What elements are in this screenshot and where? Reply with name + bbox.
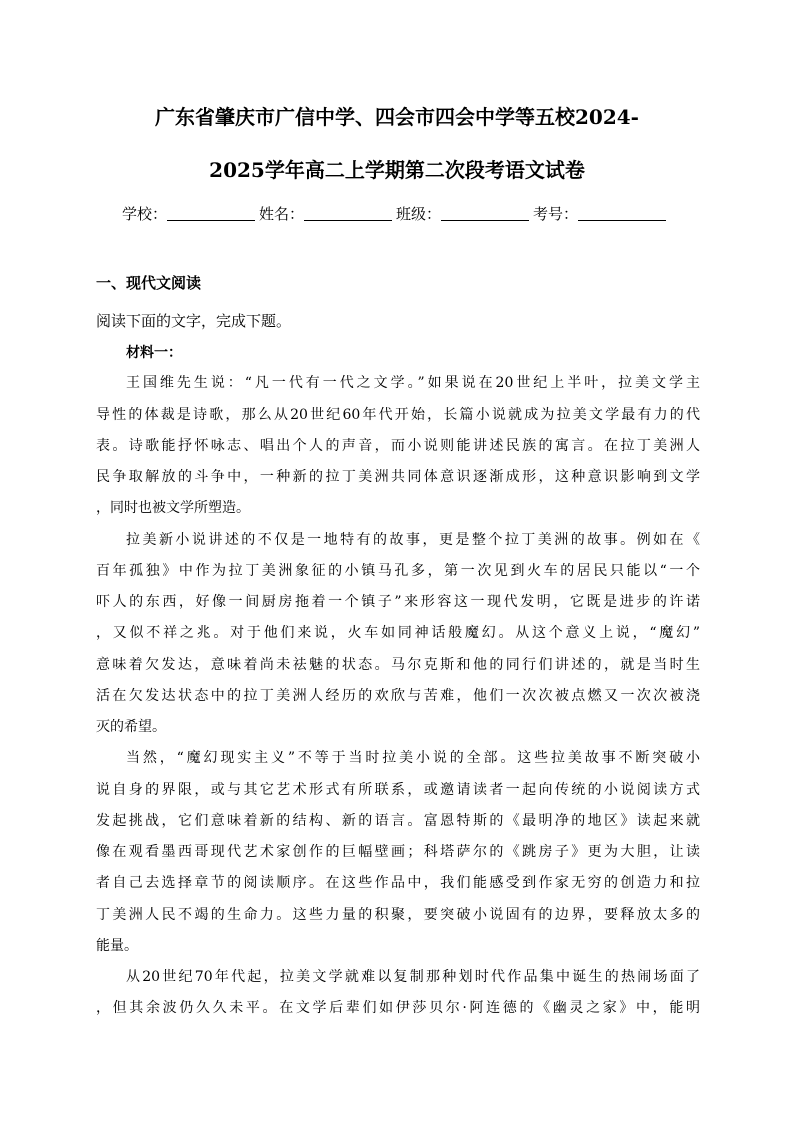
body-line: 灭的希望。 <box>96 719 166 735</box>
body-line: 拉美新小说讲述的不仅是一地特有的故事，更是整个拉丁美洲的故事。例如在《 <box>126 532 700 548</box>
exam-number-label: 考号： <box>533 205 579 223</box>
body-line: 百年孤独》中作为拉丁美洲象征的小镇马孔多，第一次见到火车的居民只能以“一个 <box>96 563 700 579</box>
body-line: 像在观看墨西哥现代艺术家创作的巨幅壁画；科塔萨尔的《跳房子》更为大胆，让读 <box>96 844 700 860</box>
body-line: 说自身的界限，或与其它艺术形式有所联系，或邀请读者一起向传统的小说阅读方式 <box>96 782 700 798</box>
material-label: 材料一： <box>126 345 182 361</box>
body-line: ，但其余波仍久久未平。在文学后辈们如伊莎贝尔·阿连德的《幽灵之家》中，能明 <box>96 1000 700 1016</box>
body-line: ，又似不祥之兆。对于他们来说，火车如同神话般魔幻。从这个意义上说，“魔幻” <box>96 625 700 641</box>
body-line: 从20世纪70年代起，拉美文学就难以复制那种划时代作品集中诞生的热闹场面了 <box>126 969 700 985</box>
section-heading: 一、现代文阅读 <box>96 274 202 292</box>
body-line: 意味着欠发达，意味着尚未祛魅的状态。马尔克斯和他的同行们讲述的，就是当时生 <box>96 657 700 673</box>
name-blank <box>304 204 392 221</box>
body-line: 活在欠发达状态中的拉丁美洲人经历的欢欣与苦难，他们一次次被点燃又一次次被浇 <box>96 688 700 704</box>
body-line: 导性的体裁是诗歌，那么从20世纪60年代开始，长篇小说就成为拉美文学最有力的代 <box>96 407 700 423</box>
school-label: 学校： <box>122 205 168 223</box>
body-line: 民争取解放的斗争中，一种新的拉丁美洲共同体意识逐渐成形，这种意识影响到文学 <box>96 469 700 485</box>
student-info-row <box>122 202 682 226</box>
body-line: 能量。 <box>96 938 138 954</box>
exam-number-blank <box>578 204 666 221</box>
body-line: 王国维先生说：“凡一代有一代之文学。”如果说在20世纪上半叶，拉美文学主 <box>126 375 700 391</box>
school-blank <box>167 204 255 221</box>
reading-instruction: 阅读下面的文字，完成下题。 <box>96 312 292 330</box>
class-label: 班级： <box>396 205 442 223</box>
body-line: 丁美洲人民不竭的生命力。这些力量的积聚，要突破小说固有的边界，要释放太多的 <box>96 907 700 923</box>
name-label: 姓名： <box>259 205 305 223</box>
body-line: 发起挑战，它们意味着新的结构、新的语言。富恩特斯的《最明净的地区》读起来就 <box>96 813 700 829</box>
body-line: 当然，“魔幻现实主义”不等于当时拉美小说的全部。这些拉美故事不断突破小 <box>126 750 700 766</box>
exam-title-line-2: 2025学年高二上学期第二次段考语文试卷 <box>209 158 585 182</box>
class-blank <box>441 204 529 221</box>
body-line: 表。诗歌能抒怀咏志、唱出个人的声音，而小说则能讲述民族的寓言。在拉丁美洲人 <box>96 438 700 454</box>
body-line: 吓人的东西，好像一间厨房拖着一个镇子”来形容这一现代发明，它既是进步的许诺 <box>96 594 700 610</box>
body-line: 者自己去选择章节的阅读顺序。在这些作品中，我们能感受到作家无穷的创造力和拉 <box>96 875 700 891</box>
body-line: ，同时也被文学所塑造。 <box>96 500 250 516</box>
exam-title-line-1: 广东省肇庆市广信中学、四会市四会中学等五校2024- <box>155 105 639 129</box>
